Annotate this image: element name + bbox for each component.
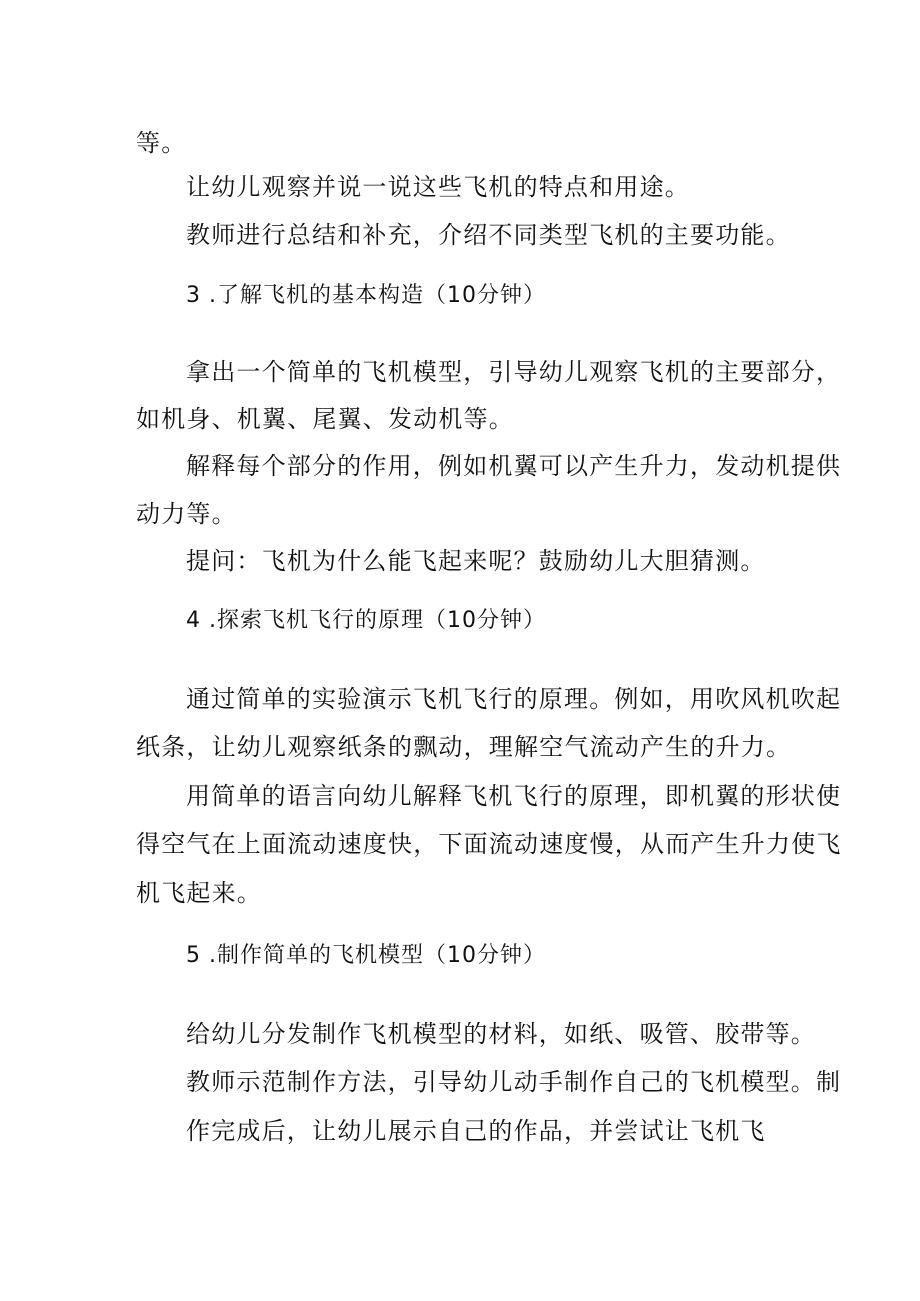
paragraph-line: 让幼儿观察并说一说这些飞机的特点和用途。 xyxy=(186,173,690,201)
paragraph-line: 通过简单的实验演示飞机飞行的原理。例如，用吹风机吹起 xyxy=(186,685,842,713)
section-heading-5: 5 .制作简单的飞机模型（10分钟） xyxy=(186,943,546,968)
paragraph-line: 机飞起来。 xyxy=(136,879,262,907)
paragraph-line: 作完成后，让幼儿展示自己的作品，并尝试让飞机飞 xyxy=(186,1117,766,1145)
paragraph-line: 用简单的语言向幼儿解释飞机飞行的原理，即机翼的形状使 xyxy=(186,782,842,810)
paragraph-line: 动力等。 xyxy=(136,500,237,528)
paragraph-line: 教师进行总结和补充，介绍不同类型飞机的主要功能。 xyxy=(186,221,791,249)
paragraph-line: 等。 xyxy=(136,129,187,157)
paragraph-line: 如机身、机翼、尾翼、发动机等。 xyxy=(136,405,514,433)
paragraph-line: 得空气在上面流动速度快，下面流动速度慢，从而产生升力使飞 xyxy=(136,830,842,858)
section-heading-4: 4 .探索飞机飞行的原理（10分钟） xyxy=(186,608,546,633)
paragraph-line: 纸条，让幼儿观察纸条的飘动，理解空气流动产生的升力。 xyxy=(136,733,792,761)
paragraph-line: 拿出一个简单的飞机模型，引导幼儿观察飞机的主要部分， xyxy=(186,358,842,386)
section-heading-3: 3 .了解飞机的基本构造（10分钟） xyxy=(186,283,546,308)
paragraph-line: 提问：飞机为什么能飞起来呢？鼓励幼儿大胆猜测。 xyxy=(186,547,766,575)
paragraph-line: 给幼儿分发制作飞机模型的材料，如纸、吸管、胶带等。 xyxy=(186,1020,816,1048)
paragraph-line: 解释每个部分的作用，例如机翼可以产生升力，发动机提供 xyxy=(186,452,842,480)
paragraph-line: 教师示范制作方法，引导幼儿动手制作自己的飞机模型。制 xyxy=(186,1068,842,1096)
